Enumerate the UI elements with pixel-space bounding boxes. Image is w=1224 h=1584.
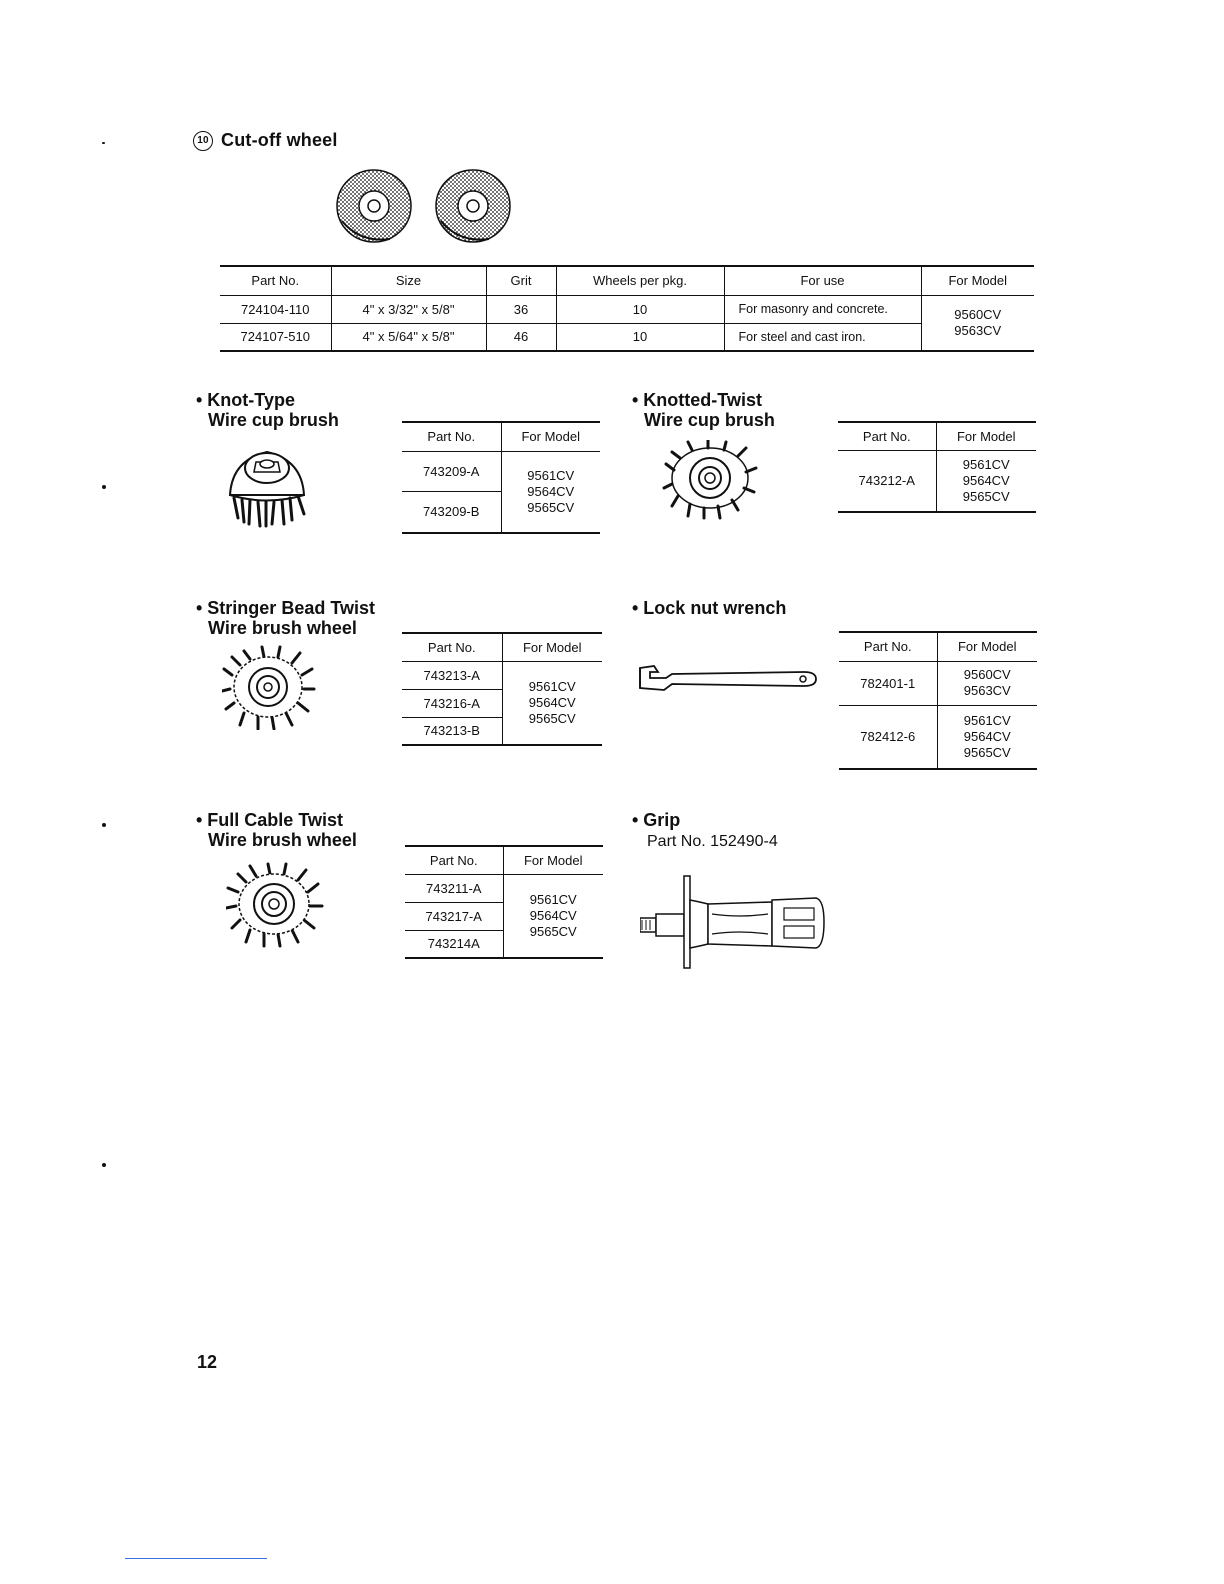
header-part-no: Part No. [402,633,502,661]
header-part-no: Part No. [838,422,936,450]
locknut-table [839,631,1037,770]
grit: 36 [486,295,556,323]
model: 9563CV [963,683,1011,698]
for-model-cell [921,295,1034,351]
header-size: Size [331,266,486,295]
full-cable-brush-illustration [226,862,326,948]
locknut-heading: • Lock nut wrench [632,598,787,618]
margin-dot [102,823,106,827]
knot-type-brush-illustration [222,440,312,530]
model: 9564CV [962,472,1010,488]
model: 9560CV [963,667,1011,682]
header-for-model: For Model [503,846,603,874]
part-no: 782401-1 [839,661,937,705]
table-row [402,451,600,491]
header-grit: Grit [486,266,556,295]
model: 9564CV [529,907,577,923]
for-use: For masonry and concrete. [724,295,921,323]
part-no: 743212-A [838,450,936,512]
size: 4" x 3/32" x 5/8" [331,295,486,323]
for-model-cell [937,705,1037,769]
wheels-per-pkg: 10 [556,295,724,323]
for-model-cell [936,450,1036,512]
margin-dot [102,485,106,489]
header-for-model: For Model [501,422,600,451]
lock-nut-wrench-illustration [636,660,821,696]
knot-table [402,421,600,534]
grit: 46 [486,323,556,351]
scan-line [125,1558,267,1559]
header-part-no: Part No. [405,846,503,874]
fullcable-title: • Full Cable Twist [196,810,343,830]
table-row [838,450,1036,512]
wheels-per-pkg: 10 [556,323,724,351]
knotted-heading [632,390,775,430]
knotted-subtitle: Wire cup brush [644,410,775,430]
knot-heading [196,390,339,430]
model: 9565CV [962,488,1010,504]
stringer-heading [196,598,375,638]
section-number-badge: 10 [193,131,213,151]
part-no: 724104-110 [220,295,331,323]
header-for-use: For use [724,266,921,295]
cutoff-heading [193,130,338,151]
model: 9564CV [528,694,576,710]
stringer-subtitle: Wire brush wheel [208,618,357,638]
fullcable-table [405,845,603,959]
model: 9560CV [954,306,1002,322]
part-no: 743214A [405,930,503,958]
part-no: 782412-6 [839,705,937,769]
knotted-table [838,421,1036,513]
header-wheels-per-pkg: Wheels per pkg. [556,266,724,295]
cutoff-wheel-icon [337,170,411,242]
knotted-twist-brush-illustration [660,440,760,520]
table-row [405,874,603,902]
part-no: 743213-B [402,717,502,745]
header-part-no: Part No. [839,632,937,661]
stringer-title: • Stringer Bead Twist [196,598,375,618]
cutoff-wheel-illustration [330,165,520,245]
part-no: 743216-A [402,689,502,717]
model: 9561CV [962,456,1010,472]
knot-title: • Knot-Type [196,390,295,410]
cutoff-table [220,265,1034,352]
stringer-table [402,632,602,746]
header-part-no: Part No. [220,266,331,295]
header-for-model: For Model [921,266,1034,295]
for-model-cell [503,874,603,958]
part-no: 743209-A [402,451,501,491]
page-number: 12 [197,1352,218,1372]
grip-part-number: Part No. 152490-4 [647,833,778,850]
model: 9564CV [527,483,575,499]
header-for-model: For Model [937,632,1037,661]
for-use: For steel and cast iron. [724,323,921,351]
table-row [839,705,1037,769]
part-no: 743217-A [405,902,503,930]
part-no: 724107-510 [220,323,331,351]
for-model-cell [937,661,1037,705]
header-for-model: For Model [502,633,602,661]
model: 9563CV [954,322,1002,338]
model: 9565CV [527,499,575,515]
fullcable-subtitle: Wire brush wheel [208,830,357,850]
margin-dot [102,142,105,144]
grip-illustration [640,874,830,970]
knot-subtitle: Wire cup brush [208,410,339,430]
size: 4" x 5/64" x 5/8" [331,323,486,351]
model: 9561CV [529,891,577,907]
table-row [402,661,602,689]
cutoff-title: Cut-off wheel [221,130,338,150]
model: 9561CV [528,678,576,694]
cutoff-wheel-icon [436,170,510,242]
header-for-model: For Model [936,422,1036,450]
model: 9561CV [527,467,575,483]
header-part-no: Part No. [402,422,501,451]
table-row [220,323,1034,351]
knotted-title: • Knotted-Twist [632,390,762,410]
model: 9565CV [529,923,577,939]
margin-dot [102,1163,106,1167]
part-no: 743213-A [402,661,502,689]
table-row [839,661,1037,705]
model: 9564CV [963,728,1011,744]
model: 9565CV [963,744,1011,760]
table-row [220,295,1034,323]
for-model-cell [501,451,600,533]
part-no: 743211-A [405,874,503,902]
grip-heading: • Grip [632,810,681,830]
for-model-cell [502,661,602,745]
model: 9565CV [528,710,576,726]
stringer-bead-brush-illustration [222,645,317,730]
part-no: 743209-B [402,491,501,533]
model: 9561CV [963,712,1011,728]
fullcable-heading [196,810,357,850]
